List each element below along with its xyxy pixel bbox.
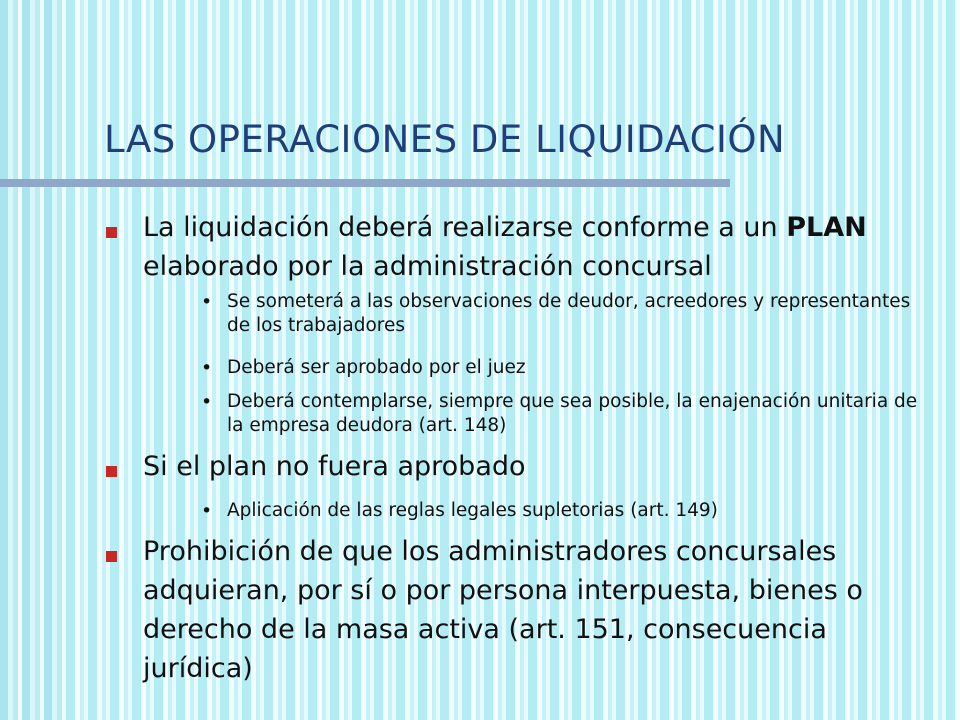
bullet-1-text bbox=[143, 208, 933, 286]
dot-bullet-icon: • bbox=[201, 357, 213, 379]
sub-bullet-1-1: Se someterá a las observaciones de deudor, acreedores y representantes de los trabajadores bbox=[227, 291, 911, 336]
decorative-left-panel bbox=[0, 0, 66, 720]
dot-bullet-icon: • bbox=[201, 391, 213, 413]
square-bullet-icon bbox=[106, 227, 117, 238]
dot-bullet-icon: • bbox=[201, 500, 213, 522]
bullet-1-emphasis: PLAN bbox=[786, 212, 867, 243]
title-underline bbox=[0, 179, 730, 187]
square-bullet-icon bbox=[106, 551, 117, 562]
square-bullet-icon bbox=[106, 466, 117, 477]
bullet-1-text-end: elaborado por la administración concursal bbox=[143, 251, 712, 282]
sub-bullet-1-3: Deberá contemplarse, siempre que sea posible, la enajenación unitaria de la empresa deudora (art. 148) bbox=[227, 391, 918, 436]
sub-bullet-1-2: Deberá ser aprobado por el juez bbox=[227, 357, 526, 378]
sub-bullet-2-1: Aplicación de las reglas legales supletorias (art. 149) bbox=[227, 500, 718, 521]
dot-bullet-icon: • bbox=[201, 291, 213, 313]
slide-title: LAS OPERACIONES DE LIQUIDACIÓN bbox=[104, 118, 786, 161]
bullet-3-text: Prohibición de que los administradores concursales adquieran, por sí o por persona interpuesta, bienes o derecho de la masa activa (art. 151, consecuencia jurídica) bbox=[143, 536, 863, 684]
bullet-1-text-start: La liquidación deberá realizarse conforme a un bbox=[143, 212, 787, 243]
bullet-2-text: Si el plan no fuera aprobado bbox=[143, 451, 526, 482]
